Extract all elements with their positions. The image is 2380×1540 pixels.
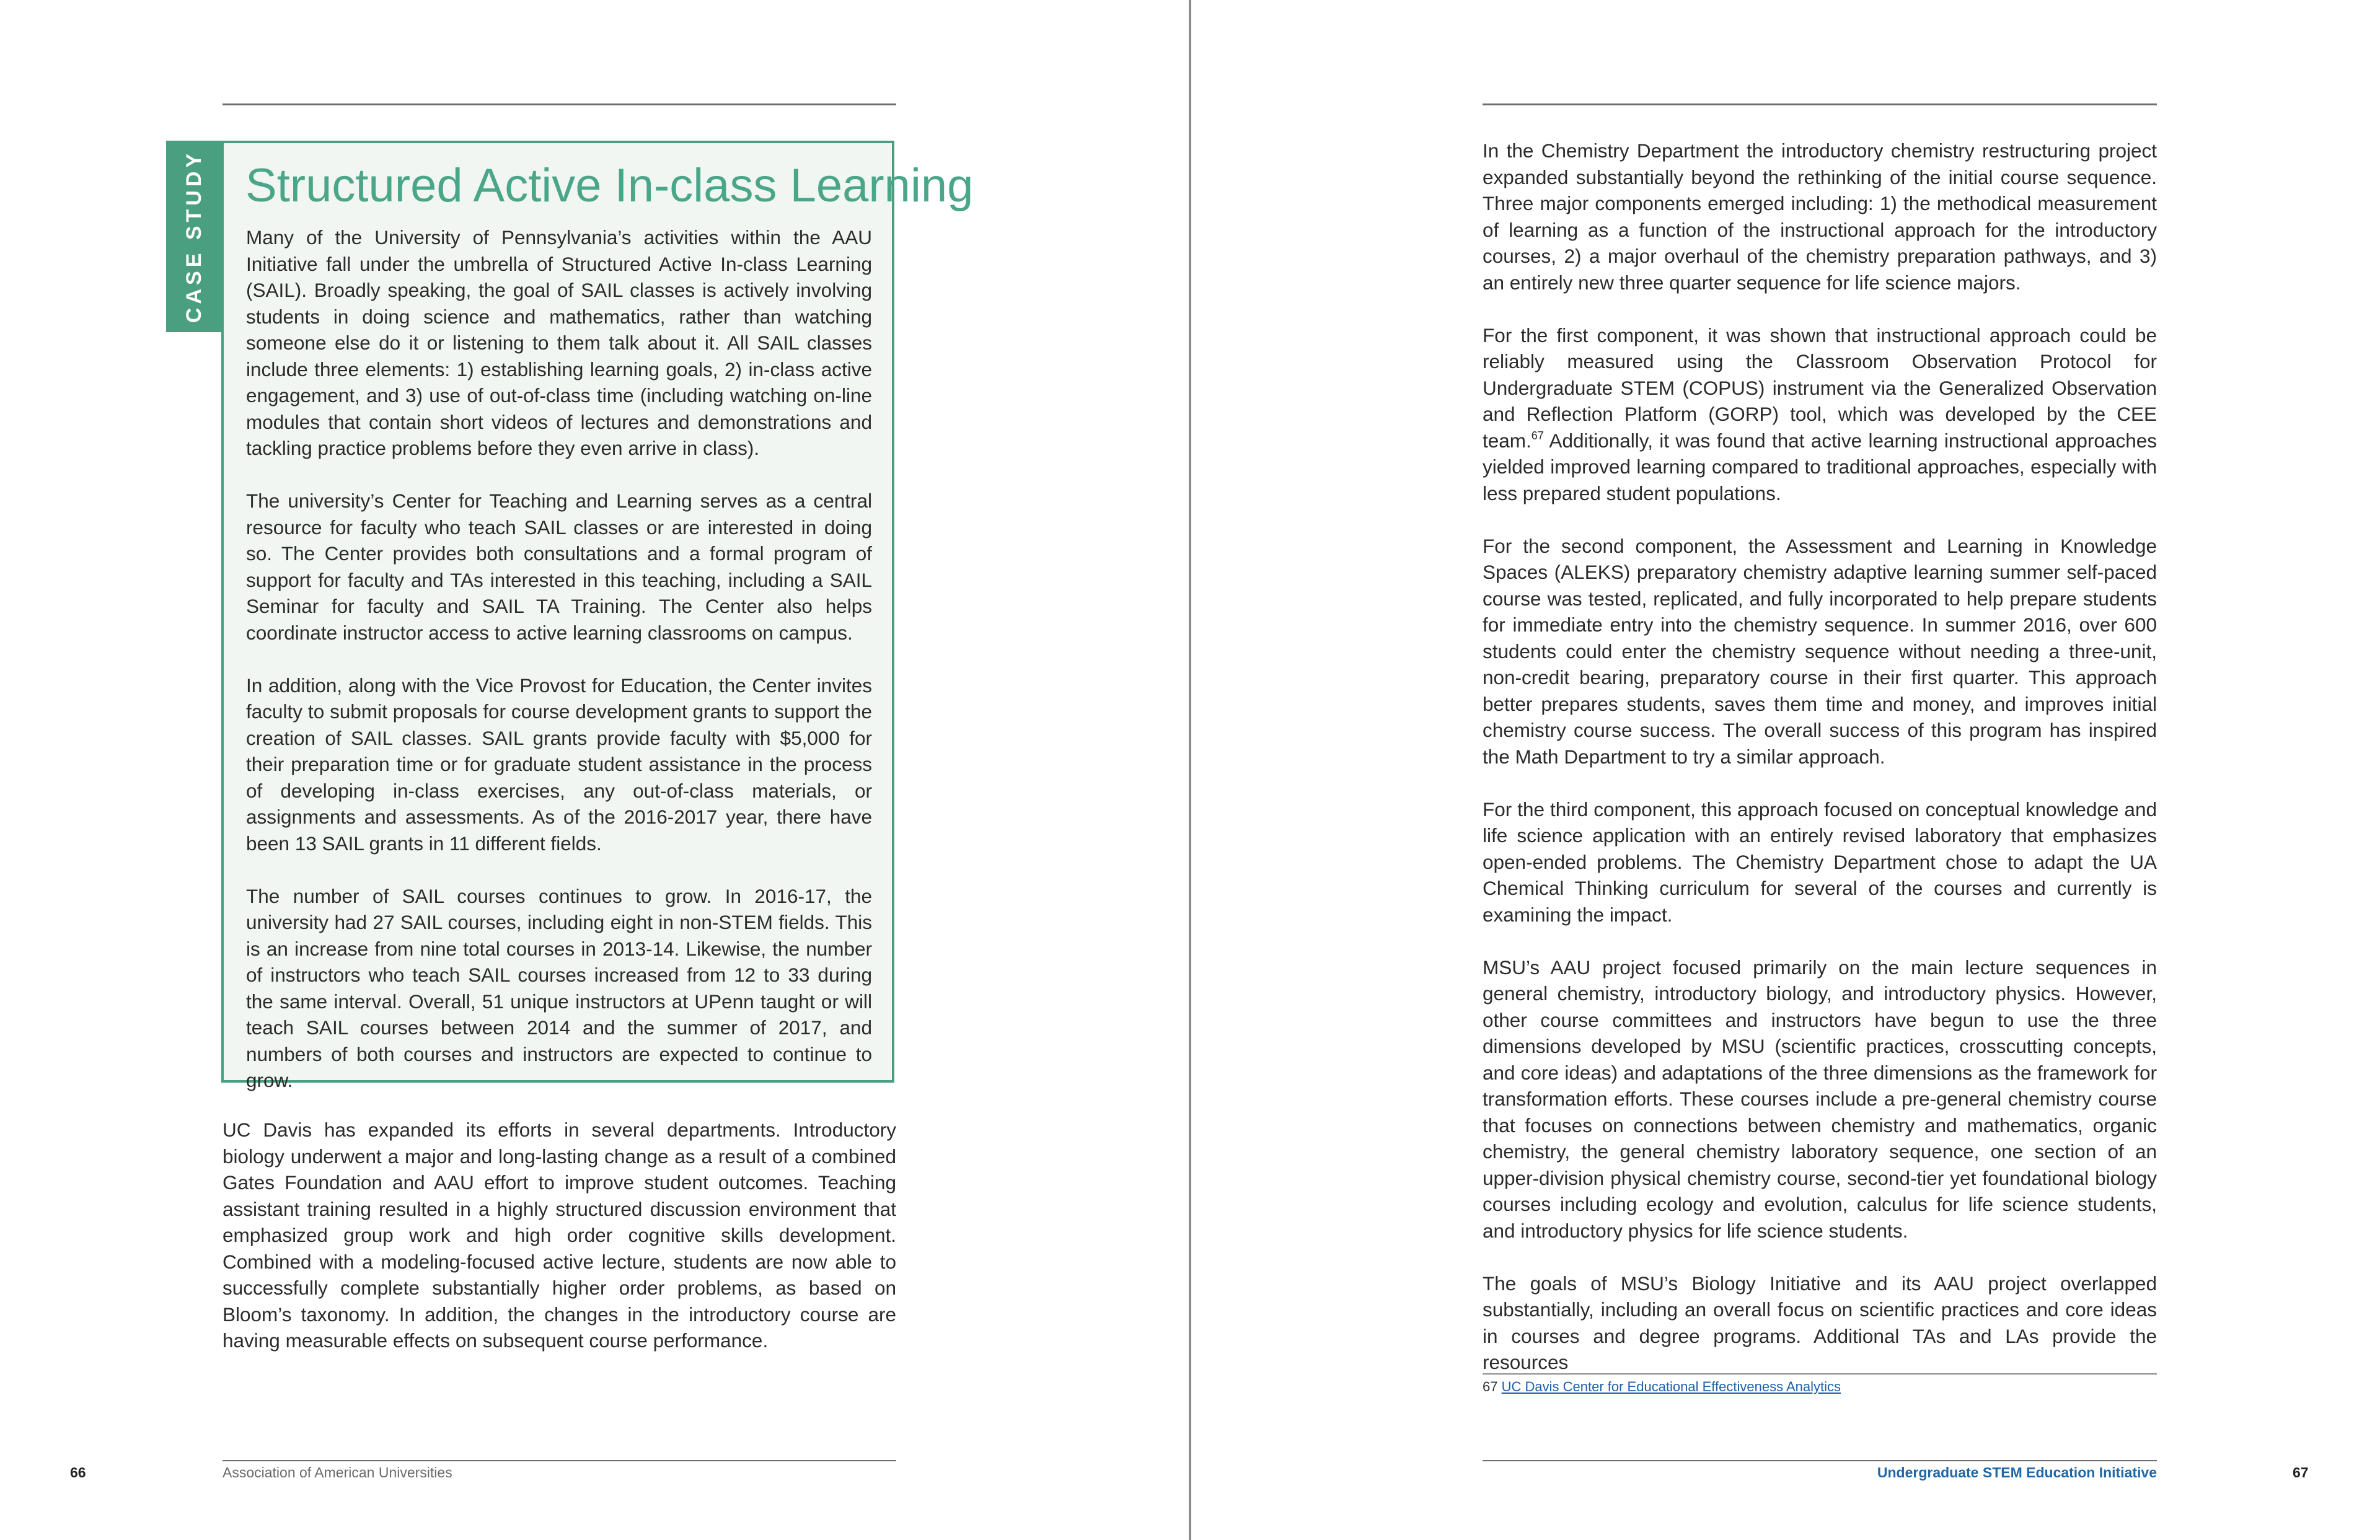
- footnote-number: 67: [1483, 1379, 1498, 1394]
- footer-rule-right: [1483, 1460, 2157, 1461]
- paragraph-text: For the first component, it was shown that instructional approach could be reliably measured using the Classroom Observation Protocol for Undergraduate STEM (COPUS) instrument via the Generalized Observation and Reflection Platform (GORP) tool, which was developed by the CEE team.: [1483, 323, 2157, 452]
- body-paragraph: For the third component, this approach focused on conceptual knowledge and life science application with an entirely revised laboratory that emphasizes open-ended problems. The Chemistry Department chose to adapt the UA Chemical Thinking curriculum for several of the courses and currently is examining the impact.: [1483, 798, 2157, 926]
- footnote: [1483, 1378, 1841, 1396]
- body-paragraph: [1483, 322, 2157, 507]
- body-paragraph: In the Chemistry Department the introductory chemistry restructuring project expanded substantially beyond the rethinking of the initial course sequence. Three major components emerged including: 1) the methodical measurement of learning as a function of the instructional approach for the introductory courses, 2) a major overhaul of the chemistry preparation pathways, and 3) an entirely new three quarter sequence for life science majors.: [1483, 139, 2157, 294]
- top-rule: [223, 103, 896, 105]
- case-study-title: Structured Active In-class Learning: [245, 159, 974, 212]
- case-study-tab: [166, 141, 223, 332]
- case-study-tab-label: CASE STUDY: [182, 149, 206, 323]
- footnote-reference[interactable]: 67: [1531, 429, 1544, 442]
- footnote-rule: [1483, 1373, 2157, 1375]
- body-paragraph: MSU’s AAU project focused primarily on the main lecture sequences in general chemistry, introductory biology, and introductory physics. However, other course committees and instructors have begun to use the three dimensions developed by MSU (scientific practices, crosscutting concepts, and core ideas) and adaptations of the three dimensions as the framework for transformation efforts. These courses include a pre-general chemistry course that focuses on connections between chemistry and mathematics, organic chemistry, the general chemistry laboratory sequence, one section of an upper-division physical chemistry course, second-tier yet foundational biology courses including ecology and evolution, calculus for life science students, and introductory physics for life science students.: [1483, 956, 2157, 1242]
- body-paragraph: The goals of MSU’s Biology Initiative and its AAU project overlapped substantially, including an overall focus on scientific practices and core ideas in courses and degree programs. Additional TAs and LAs provide the resources: [1483, 1272, 2157, 1373]
- case-study-paragraph: Many of the University of Pennsylvania’s activities within the AAU Initiative fall under the umbrella of Structured Active In-class Learning (SAIL). Broadly speaking, the goal of SAIL classes is actively involving students in doing science and mathematics, rather than watching someone else do it or listening to them talk about it. All SAIL classes include three elements: 1) establishing learning goals, 2) in-class active engagement, and 3) use of out-of-class time (including watching on-line modules that contain short videos of lectures and demonstrations and tackling practice problems before they even arrive in class).: [246, 226, 872, 459]
- footer-organization: Association of American Universities: [223, 1464, 452, 1481]
- case-study-paragraph: The number of SAIL courses continues to grow. In 2016-17, the university had 27 SAIL courses, including eight in non-STEM fields. This is an increase from nine total courses in 2013-14. Likewise, the number of instructors who teach SAIL courses increased from 12 to 33 during the same interval. Overall, 51 unique instructors at UPenn taught or will teach SAIL courses between 2014 and the summer of 2017, and numbers of both courses and instructors are expected to continue to grow.: [246, 884, 872, 1091]
- body-paragraph: For the second component, the Assessment and Learning in Knowledge Spaces (ALEKS) preparatory chemistry adaptive learning summer self-paced course was tested, replicated, and fully incorporated to help prepare students for immediate entry into the chemistry sequence. In summer 2016, over 600 students could enter the chemistry sequence without needing a three-unit, non-credit bearing, preparatory course in their first quarter. This approach better prepares students, saves them time and money, and improves initial chemistry course success. The overall success of this program has inspired the Math Department to try a similar approach.: [1483, 534, 2157, 768]
- right-column-body: [1483, 138, 2157, 1376]
- case-study-paragraph: The university’s Center for Teaching and Learning serves as a central resource for faculty who teach SAIL classes or are interested in doing so. The Center provides both consultations and a formal program of support for faculty and TAs interested in this teaching, including a SAIL Seminar for faculty and SAIL TA Training. The Center also helps coordinate instructor access to active learning classrooms on campus.: [246, 490, 872, 644]
- case-study-body: [246, 224, 872, 1094]
- footer-initiative: Undergraduate STEM Education Initiative: [1877, 1464, 2157, 1481]
- body-paragraph: UC Davis has expanded its efforts in several departments. Introductory biology underwent a major and long-lasting change as a result of a combined Gates Foundation and AAU effort to improve student outcomes. Teaching assistant training resulted in a highly structured discussion environment that emphasized group work and high order cognitive skills development. Combined with a modeling-focused active lecture, students are now able to successfully complete substantially higher order problems, as based on Bloom’s taxonomy. In addition, the changes in the introductory course are having measurable effects on subsequent course performance.: [223, 1119, 896, 1352]
- page-number-right: 67: [2293, 1464, 2309, 1481]
- paragraph-text: Additionally, it was found that active learning instructional approaches yielded improved learning compared to traditional approaches, especially with less prepared student populations.: [1483, 429, 2157, 504]
- top-rule-right: [1483, 103, 2157, 105]
- uc-davis-section: [223, 1117, 896, 1354]
- page-number-left: 66: [70, 1464, 86, 1481]
- left-page: [0, 0, 1189, 1540]
- footer-rule: [223, 1460, 896, 1461]
- footnote-link[interactable]: UC Davis Center for Educational Effectiveness Analytics: [1501, 1379, 1841, 1394]
- case-study-paragraph: In addition, along with the Vice Provost for Education, the Center invites faculty to submit proposals for course development grants to support the creation of SAIL classes. SAIL grants provide faculty with $5,000 for their preparation time or for graduate student assistance in the process of developing in-class exercises, any out-of-class materials, or assignments and assessments. As of the 2016-2017 year, there have been 13 SAIL grants in 11 different fields.: [246, 674, 872, 855]
